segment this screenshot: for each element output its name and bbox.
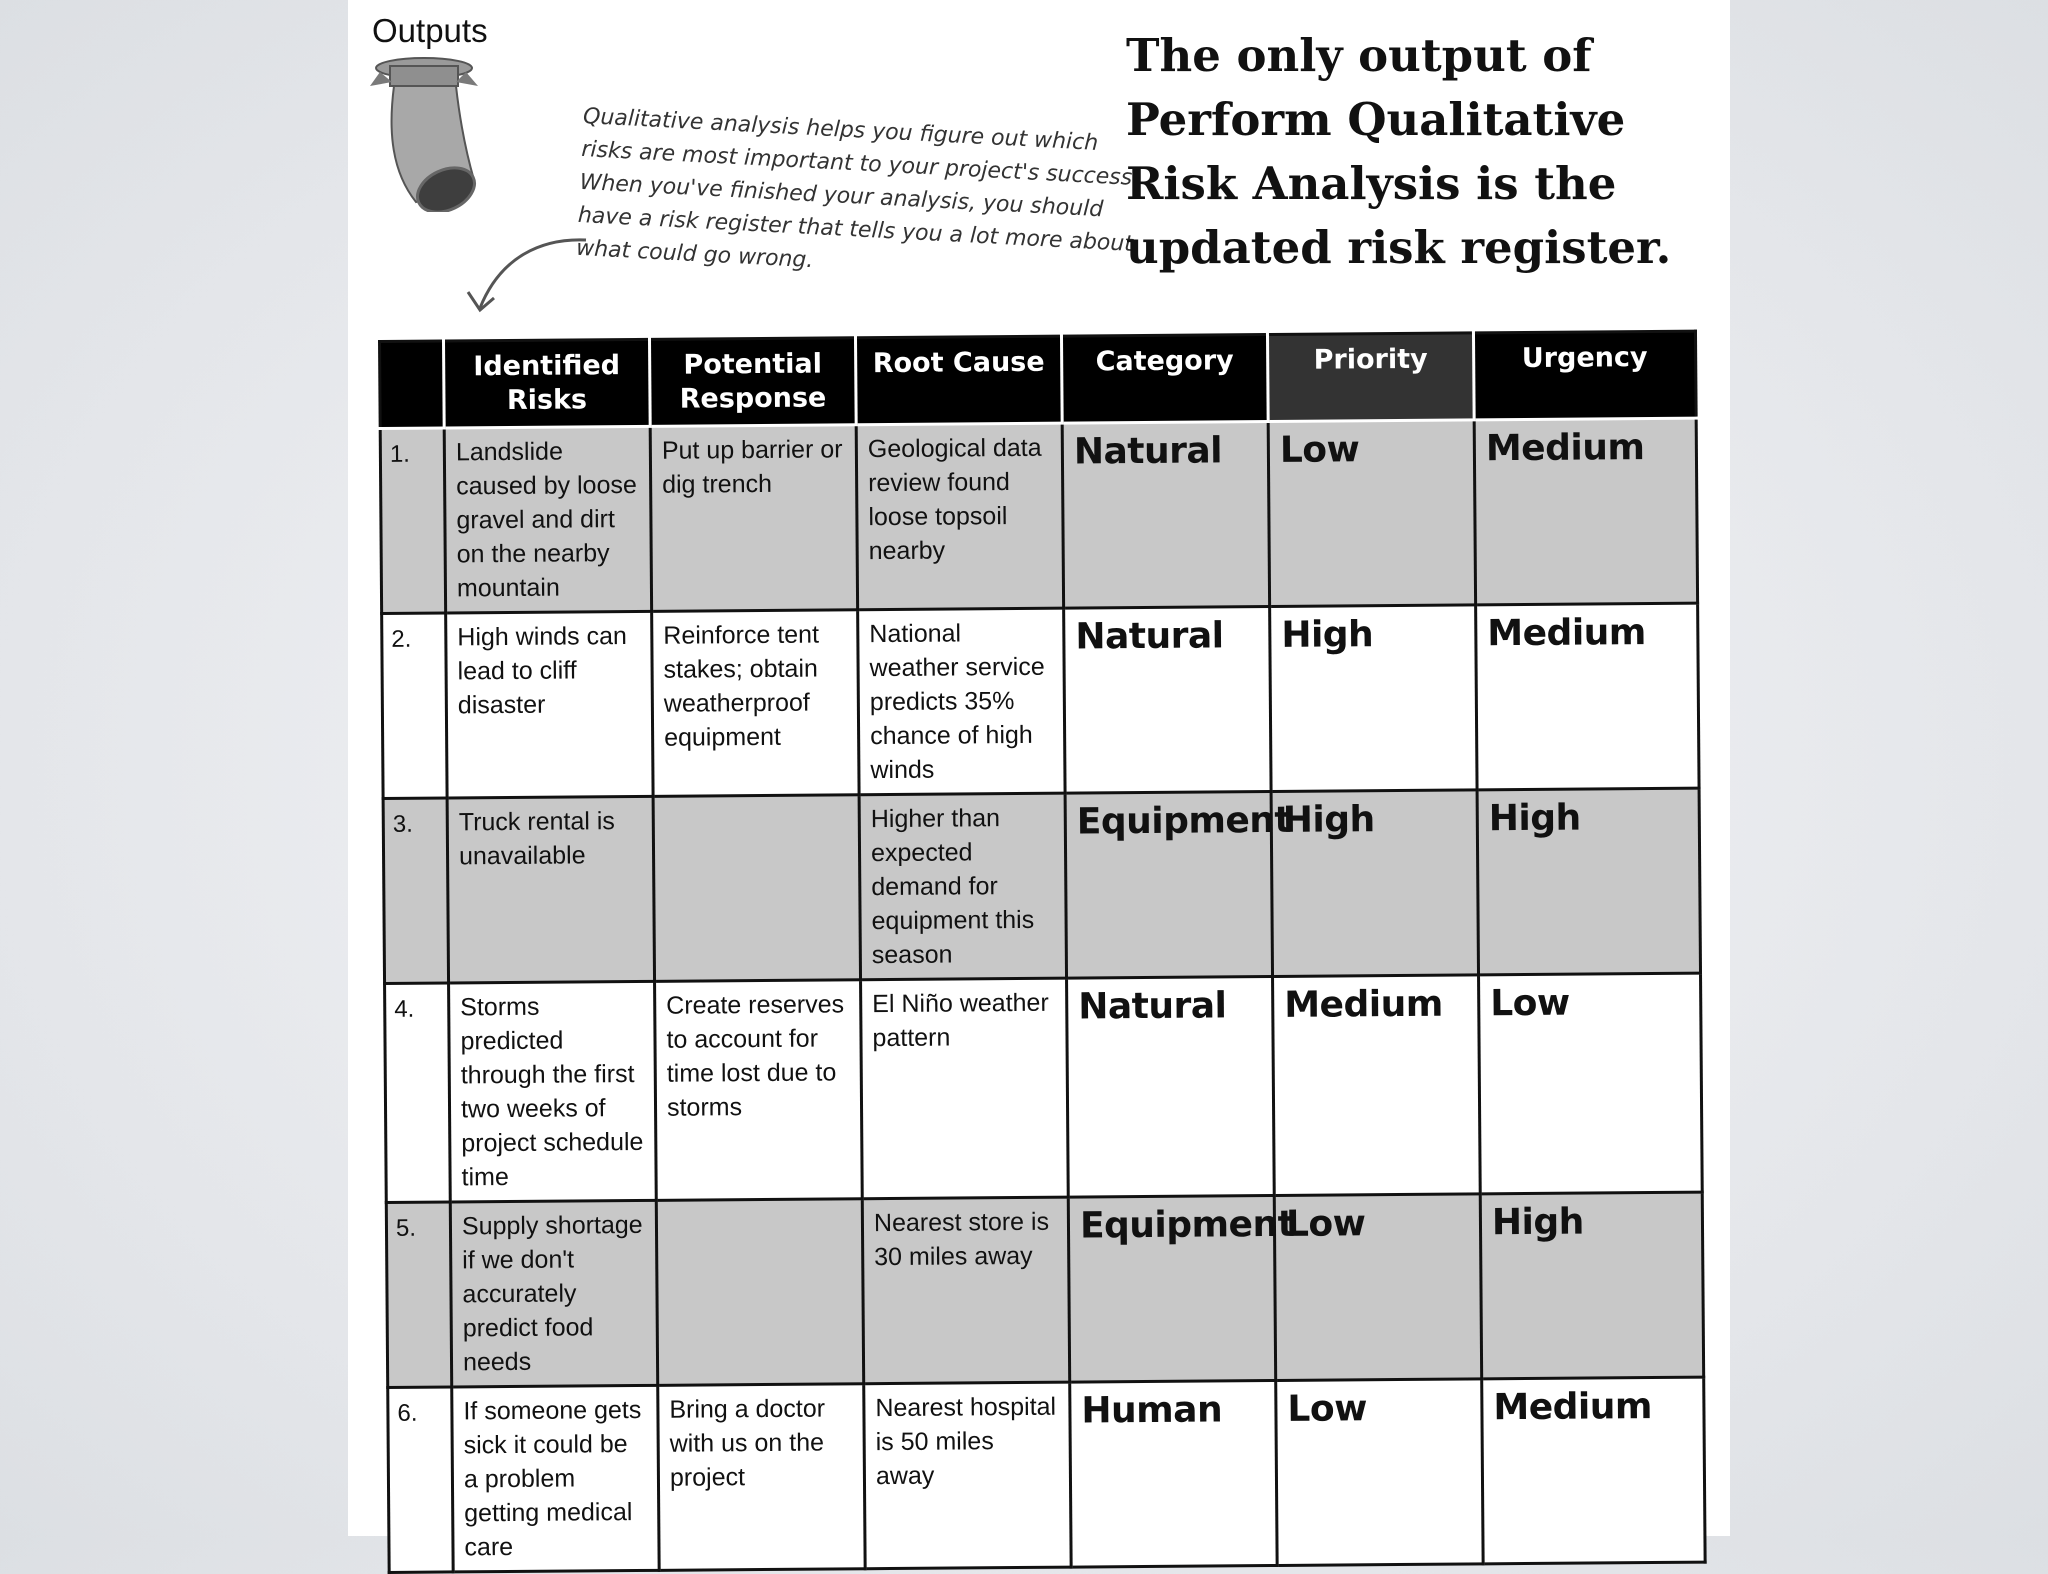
identified-risk: Supply shortage if we don't accurately predict food needs [450,1200,657,1387]
category: Natural [1064,607,1271,794]
potential-response: Create reserves to account for time lost due to storms [655,980,863,1201]
table-row [380,418,1697,613]
table-row [382,603,1699,798]
potential-response [653,795,860,982]
potential-response: Reinforce tent stakes; obtain weatherproof equipment [652,610,859,797]
outputs-label: Outputs [372,12,488,49]
col-header-urgency: Urgency [1473,331,1696,420]
row-number: 6. [388,1387,453,1572]
col-header-category: Category [1061,335,1268,424]
row-number: 4. [385,983,451,1202]
urgency: High [1477,788,1700,975]
row-number: 3. [383,798,448,983]
urgency: High [1480,1192,1703,1379]
header-row [380,331,1697,428]
row-number: 5. [386,1202,451,1387]
table-row [388,1377,1705,1572]
table-row [383,788,1700,983]
table-row [386,1192,1703,1387]
urgency: Medium [1474,418,1697,605]
root-cause: Higher than expected demand for equipment this season [859,793,1066,980]
table-row [385,973,1703,1202]
category: Natural [1062,422,1269,609]
root-cause: El Niño weather pattern [861,978,1069,1199]
root-cause: National weather service predicts 35% chance of high winds [858,608,1065,795]
potential-response: Put up barrier or dig trench [650,425,857,612]
arrow-icon [460,230,590,320]
document-page [348,0,1730,1562]
category: Natural [1067,976,1275,1197]
identified-risk: Landslide caused by loose gravel and dirt on the nearby mountain [444,426,651,613]
priority: High [1270,605,1477,792]
root-cause: Geological data review found loose topsoil nearby [856,423,1063,610]
potential-response [656,1199,863,1386]
row-number: 1. [380,428,445,613]
identified-risk: Truck rental is unavailable [447,796,654,983]
urgency: Medium [1482,1377,1705,1564]
priority: Low [1274,1194,1481,1381]
priority: Low [1268,420,1475,607]
priority: Medium [1273,975,1481,1196]
urgency: Medium [1476,603,1699,790]
headline: The only output of Perform Qualitative Risk Analysis is the updated risk register. [1126,29,1672,274]
risk-register [378,330,1707,1562]
annotation-note: Qualitative analysis helps you figure out which risks are most important to your project's success. When you've finished your analysis, you should have a risk register that tells you a lot more about what could go wrong. [575,103,1140,274]
col-header-root-cause: Root Cause [855,336,1062,425]
identified-risk: High winds can lead to cliff disaster [446,611,653,798]
potential-response: Bring a doctor with us on the project [658,1384,865,1571]
urgency: Low [1479,973,1703,1194]
col-header-potential-response: Potential Response [650,338,857,427]
category: Equipment [1068,1195,1275,1382]
category: Human [1070,1380,1277,1567]
pipe-icon [362,52,512,212]
col-header-priority: Priority [1267,333,1474,422]
root-cause: Nearest hospital is 50 miles away [864,1382,1071,1569]
priority: Low [1276,1379,1483,1566]
identified-risk: Storms predicted through the first two weeks of project schedule time [449,981,657,1202]
category: Equipment [1065,791,1272,978]
priority: High [1271,790,1478,977]
col-header-num [380,341,445,428]
row-number: 2. [382,613,447,798]
identified-risk: If someone gets sick it could be a problem getting medical care [452,1385,659,1572]
col-header-identified-risks: Identified Risks [444,339,651,428]
risk-register-table [378,330,1707,1574]
root-cause: Nearest store is 30 miles away [862,1197,1069,1384]
